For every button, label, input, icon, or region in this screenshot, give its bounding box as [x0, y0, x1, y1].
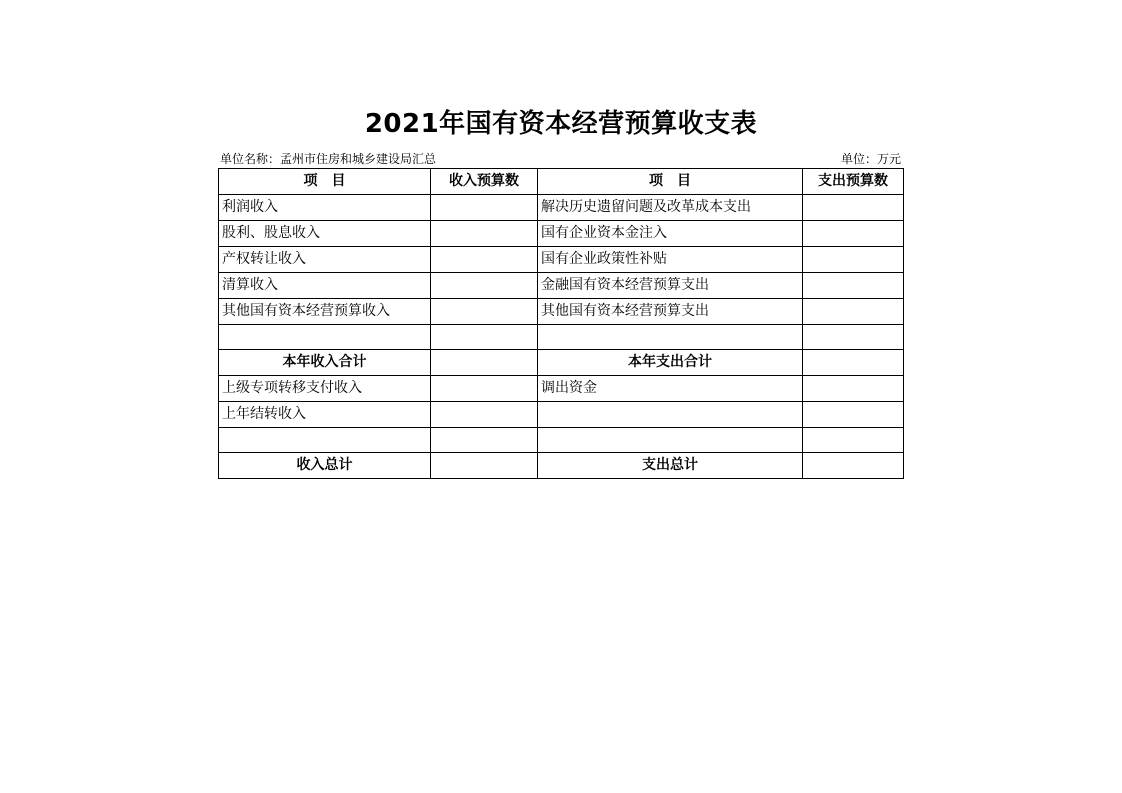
- income-amount-cell: [431, 195, 538, 221]
- expense-amount-cell: [803, 428, 904, 453]
- unit-name: 单位名称：孟州市住房和城乡建设局汇总: [220, 152, 437, 166]
- table-row: [219, 273, 904, 299]
- table-row: [219, 299, 904, 325]
- expense-amount-cell: [803, 402, 904, 428]
- expense-item-cell: [538, 428, 803, 453]
- expense-amount-cell: [803, 273, 904, 299]
- header-income-item: 项 目: [219, 169, 431, 195]
- income-item-cell: 利润收入: [219, 195, 431, 221]
- subtotal-row: [219, 350, 904, 376]
- expense-item-cell: 解决历史遗留问题及改革成本支出: [538, 195, 803, 221]
- expense-item-cell: 金融国有资本经营预算支出: [538, 273, 803, 299]
- table-header-row: [219, 169, 904, 195]
- income-amount-cell: [431, 428, 538, 453]
- income-subtotal-label: 本年收入合计: [219, 350, 431, 376]
- expense-total-amount: [803, 453, 904, 479]
- income-item-cell: [219, 325, 431, 350]
- income-item-cell: [219, 428, 431, 453]
- header-expense-amount: 支出预算数: [803, 169, 904, 195]
- table-row: [219, 402, 904, 428]
- expense-amount-cell: [803, 195, 904, 221]
- expense-total-label: 支出总计: [538, 453, 803, 479]
- expense-amount-cell: [803, 221, 904, 247]
- income-item-cell: 上年结转收入: [219, 402, 431, 428]
- expense-amount-cell: [803, 299, 904, 325]
- income-total-amount: [431, 453, 538, 479]
- table-row: [219, 247, 904, 273]
- header-expense-item: 项 目: [538, 169, 803, 195]
- table-row: [219, 376, 904, 402]
- income-amount-cell: [431, 376, 538, 402]
- table-row: [219, 428, 904, 453]
- expense-amount-cell: [803, 325, 904, 350]
- expense-item-cell: [538, 402, 803, 428]
- income-item-cell: 股利、股息收入: [219, 221, 431, 247]
- income-amount-cell: [431, 221, 538, 247]
- unit-measure: 单位：万元: [840, 152, 901, 166]
- expense-item-cell: 其他国有资本经营预算支出: [538, 299, 803, 325]
- income-subtotal-amount: [431, 350, 538, 376]
- expense-amount-cell: [803, 247, 904, 273]
- header-income-amount: 收入预算数: [431, 169, 538, 195]
- table-row: [219, 325, 904, 350]
- income-total-label: 收入总计: [219, 453, 431, 479]
- expense-item-cell: 国有企业资本金注入: [538, 221, 803, 247]
- expense-amount-cell: [803, 376, 904, 402]
- expense-item-cell: 国有企业政策性补贴: [538, 247, 803, 273]
- income-amount-cell: [431, 299, 538, 325]
- table-row: [219, 221, 904, 247]
- income-amount-cell: [431, 325, 538, 350]
- grand-total-row: [219, 453, 904, 479]
- document-title: 2021年国有资本经营预算收支表: [364, 109, 758, 139]
- income-amount-cell: [431, 273, 538, 299]
- expense-subtotal-amount: [803, 350, 904, 376]
- budget-table: [218, 168, 904, 479]
- table-row: [219, 195, 904, 221]
- expense-item-cell: [538, 325, 803, 350]
- income-amount-cell: [431, 247, 538, 273]
- income-item-cell: 清算收入: [219, 273, 431, 299]
- income-item-cell: 上级专项转移支付收入: [219, 376, 431, 402]
- income-item-cell: 其他国有资本经营预算收入: [219, 299, 431, 325]
- expense-item-cell: 调出资金: [538, 376, 803, 402]
- expense-subtotal-label: 本年支出合计: [538, 350, 803, 376]
- income-item-cell: 产权转让收入: [219, 247, 431, 273]
- income-amount-cell: [431, 402, 538, 428]
